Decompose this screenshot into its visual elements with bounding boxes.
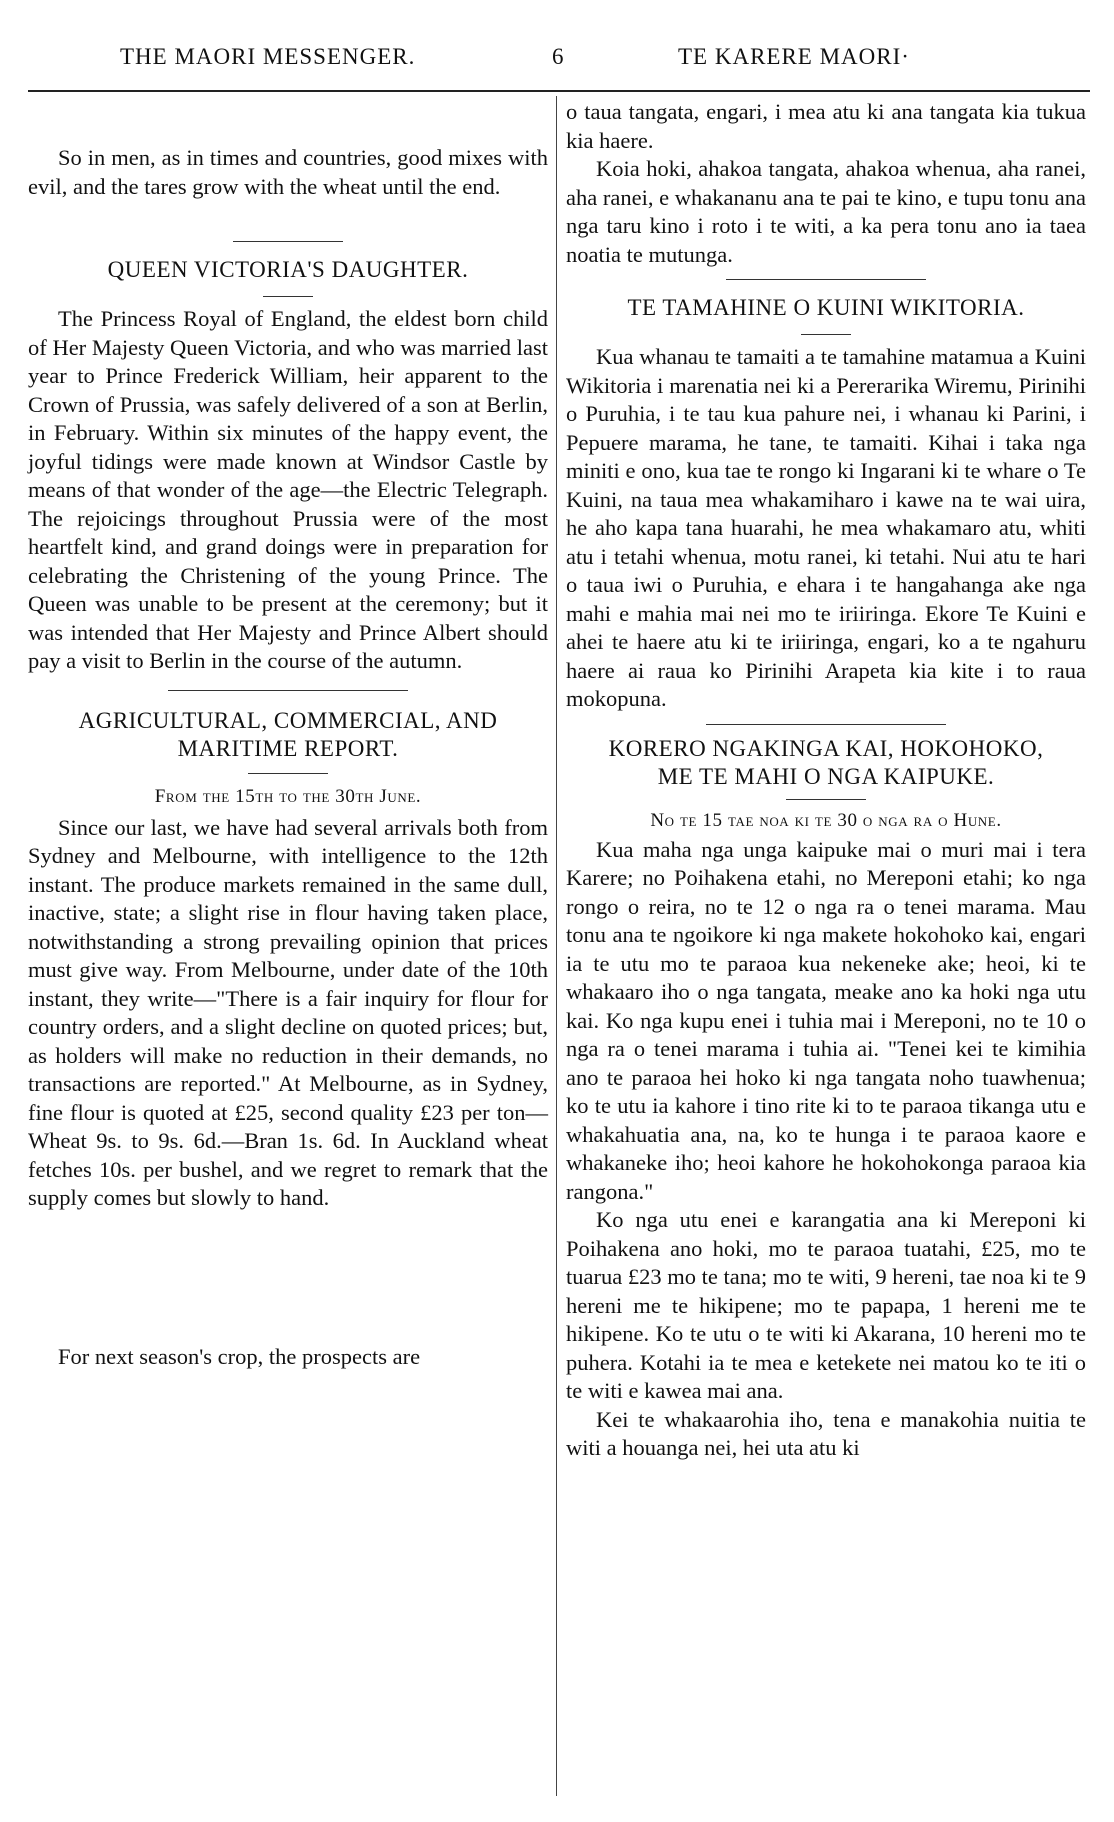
english-section2-heading-line2: MARITIME REPORT. bbox=[177, 735, 399, 761]
maori-intro-paragraph-2: Koia hoki, ahakoa tangata, ahakoa whenua, aha ranei, aha ranei, e whakananu ana te pai te kino, e tupu tonu ana nga taru kino i roto i te witi, a ka pera tonu ano ia taea noatia te mutunga. bbox=[566, 156, 1086, 267]
english-section2-subhead: From the 15th to the 30th June. bbox=[154, 785, 422, 807]
maori-intro-paragraph: o taua tangata, engari, i mea atu ki ana tangata kia tukua kia haere. bbox=[566, 99, 1086, 153]
maori-section1-heading: TE TAMAHINE O KUINI WIKITORIA. bbox=[627, 295, 1025, 320]
maori-section2-subhead: No te 15 tae noa ki te 30 o nga ra o Hune. bbox=[650, 809, 1002, 831]
maori-section2-body: Kua maha nga unga kaipuke mai o muri mai i tera Karere; no Poihakena etahi, no Mereponi etahi; ko nga rongo o reira, no te 12 o nga ra o tenei marama. Mau tonu ana te ngoikore ki nga makete hokohoko kai, engari ia te utu mo te paraoa kua nekeneke ake; heoi, ki te whakaaro iho o nga tangata, meake ano ka hoki nga utu kai. Ko nga kupu enei i tuhia mai i Mereponi, no te 10 o nga ra o tenei marama i tuhia ai. "Tenei kei te kimihia ano te paraoa hei hoko ki nga tangata noho tuawhenua; ko te utu ia kahore i tino rite ki to te paraoa tikanga utu e whakahuatia ana, na, ko te hunga i te paraoa kaore e whakaneke iho; heoi kahore he hokohokonga paraoa kia rangona." bbox=[566, 836, 1086, 1204]
maori-section1-body: Kua whanau te tamaiti a te tamahine matamua a Kuini Wikitoria i marenatia nei ki a Pererarika Wiremu, Pirinihi o Puruhia, i te tau kua pahure nei, i whanau ki Parini, i Pepuere marama, he tane, te tamaiti. Kihai i taka nga miniti e ono, kua tae te rongo ki Ingarani ki te whare o Te Kuini, na taua mea whakamiharo i kawe na te wai uira, he aho kapa tana huarahi, he mea whakamaro atu, whiti atu i tetahi whenua, motu ranei, ki tetahi. Nui atu te hari o taua iwi o Puruhia, e ehara i te hangahanga ake nga mahi e mahia mai nei mo te iriiringa. Ekore Te Kuini e ahei te haere atu ki te iriiringa, engari, ko a te ngahuru haere ai raua ko Pirinihi Arapeta kia kite i to raua mokopuna. bbox=[566, 344, 1086, 711]
english-column bbox=[28, 98, 548, 1371]
header-maori-title: TE KARERE MAORI· bbox=[678, 44, 910, 69]
maori-section2-heading-line1: KORERO NGAKINGA KAI, HOKOHOKO, bbox=[608, 735, 1044, 761]
header-rule bbox=[28, 90, 1090, 92]
english-section2-heading-line1: AGRICULTURAL, COMMERCIAL, AND bbox=[78, 707, 498, 733]
maori-section2-heading-line2: ME TE MAHI O NGA KAIPUKE. bbox=[657, 763, 995, 789]
english-section1-body: The Princess Royal of England, the eldest born child of Her Majesty Queen Victoria, and who was married last year to Prince Frederick William, heir apparent to the Crown of Prussia, was safely delivered of a son at Berlin, in February. Within six minutes of the happy event, the joyful tidings were made known at Windsor Castle by means of that wonder of the age—the Electric Telegraph. The rejoicings throughout Prussia were of the most heartfelt kind, and grand doings were in preparation for celebrating the Christening of the young Prince. The Queen was unable to be present at the ceremony; but it was intended that Her Majesty and Prince Albert should pay a visit to Berlin in the course of the autumn. bbox=[28, 306, 548, 673]
english-section1-heading: QUEEN VICTORIA'S DAUGHTER. bbox=[107, 257, 469, 282]
column-divider bbox=[556, 96, 557, 1796]
english-section2-body: Since our last, we have had several arrivals both from Sydney and Melbourne, with intelligence to the 12th instant. The produce markets remained in the same dull, inactive, state; a slight rise in flour having taken place, notwithstanding a strong prevailing opinion that prices must give way. From Melbourne, under date of the 10th instant, they write—"There is a fair inquiry for flour for country orders, and a slight decline on quoted prices; but, as holders will make no reduction in their demands, no transactions are reported." At Melbourne, as in Sydney, fine flour is quoted at £25, second quality £23 per ton—Wheat 9s. to 9s. 6d.—Bran 1s. 6d. In Auckland wheat fetches 10s. per bushel, and we regret to remark that the supply comes but slowly to hand. bbox=[28, 814, 548, 1210]
english-closing-line: For next season's crop, the prospects are bbox=[58, 1343, 421, 1369]
page-number: 6 bbox=[552, 44, 564, 69]
header-english-title: THE MAORI MESSENGER. bbox=[120, 44, 416, 69]
page-header bbox=[0, 0, 1114, 94]
maori-section2-body-2: Ko nga utu enei e karangatia ana ki Mereponi ki Poihakena ano hoki, mo te paraoa tuatahi, £25, mo te tuarua £23 mo te tana; mo te witi, 9 hereni, tae noa ki te 9 hereni me te hikipene; mo te papapa, 1 hereni me te hikipene. Ko te utu o te witi ki Akarana, 10 hereni mo te puhera. Kotahi ia te mea e ketekete nei matou ko te iti o te witi e kawea mai ana. bbox=[566, 1207, 1086, 1403]
english-intro-paragraph: So in men, as in times and countries, good mixes with evil, and the tares grow with the wheat until the end. bbox=[28, 145, 548, 199]
maori-column bbox=[566, 98, 1086, 1463]
maori-closing-paragraph: Kei te whakaarohia iho, tena e manakohia nuitia te witi a houanga nei, hei uta atu ki bbox=[566, 1406, 1086, 1460]
